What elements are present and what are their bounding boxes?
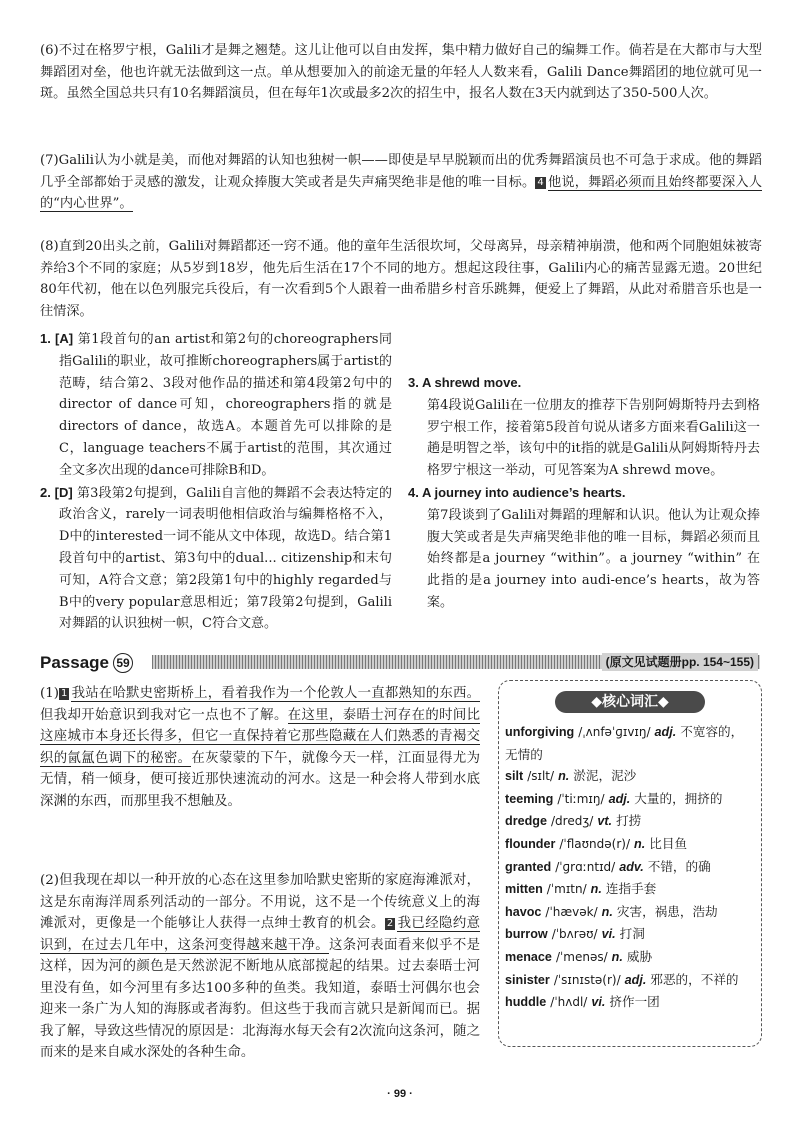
- paragraph-8: (8)直到20出头之前，Galili对舞蹈都还一窍不通。他的童年生活很坎坷，父母离异，母亲精神崩溃，他和两个同胞姐妹被寄养给3个不同的家庭；从5岁到18岁，他先后生活在17个不同的地方。想起这段往事，Galili内心的痛苦显露无遗。20世纪80年代初，他在以色列服完兵役后，有一次看到5个人跟着一曲希腊乡村音乐跳舞，便爱上了舞蹈，从此对希腊音乐也是一往情深。: [40, 239, 762, 319]
- vocab-pronunciation: /ˈmenəs/: [555, 949, 608, 964]
- vocab-definition: 大量的，拥挤的: [634, 790, 723, 806]
- vocab-part-of-speech: adv.: [619, 859, 644, 874]
- vocab-pronunciation: /dredʒ/: [551, 814, 594, 829]
- vocab-pronunciation: /ˈhʌdl/: [550, 995, 588, 1010]
- vocabulary-box: [498, 680, 762, 1047]
- answer-3-head: 3. A shrewd move.: [408, 375, 522, 390]
- vocab-pronunciation: /ˌʌnfəˈɡɪvɪŋ/: [578, 725, 651, 739]
- vocab-definition: 打捞: [616, 813, 642, 829]
- vocab-pronunciation: /ˈhævək/: [545, 904, 598, 919]
- vocab-definition: 打洞: [619, 926, 645, 942]
- answer-1-head: 1. [A]: [40, 331, 74, 346]
- vocab-word: huddle: [505, 995, 547, 1010]
- vocab-definition: 威胁: [626, 948, 653, 964]
- vocab-word: dredge: [505, 814, 547, 829]
- vocab-item: [505, 810, 753, 833]
- answer-2: [40, 482, 392, 636]
- vocab-part-of-speech: adj.: [624, 972, 647, 987]
- vocab-definition: 挤作一团: [609, 994, 660, 1010]
- paragraph-7: [40, 150, 762, 215]
- vocab-definition: 邪恶的，不祥的: [650, 971, 739, 987]
- vocab-word: burrow: [505, 927, 548, 942]
- vocab-part-of-speech: vi.: [591, 995, 606, 1010]
- vocab-pronunciation: /ˈflaʊndə(r)/: [559, 836, 631, 851]
- vocab-part-of-speech: vi.: [601, 927, 616, 942]
- vocab-pronunciation: /ˈbʌrəʊ/: [551, 927, 598, 942]
- underlined-sentence: 他说，舞蹈必须而且始终都要深入人的“内心世界”。: [40, 174, 763, 211]
- vocab-word: granted: [505, 859, 552, 874]
- passage-header: [40, 651, 760, 675]
- answer-2-head: 2. [D]: [40, 484, 73, 500]
- vocabulary-title: ◆核心词汇◆: [555, 691, 705, 713]
- vocab-item: [505, 969, 753, 992]
- vocab-part-of-speech: adj.: [608, 791, 631, 806]
- answer-3: [408, 372, 760, 395]
- vocab-part-of-speech: n.: [558, 769, 570, 784]
- vocab-word: silt: [505, 769, 524, 784]
- answer-4-text: 第7段谈到了Galili对舞蹈的理解和认识。他认为让观众捧腹大笑或者是失声痛哭绝非他的唯一目标，舞蹈必须而且始终都是a journey “within”。a journey “within” 在此指的是a journey into audi-ence’s hearts，故为答案。: [427, 507, 760, 610]
- vocab-definition: 比目鱼: [649, 835, 688, 851]
- vocab-item: [505, 901, 753, 924]
- answer-1: [40, 328, 392, 482]
- vocab-word: menace: [505, 949, 552, 964]
- vocab-part-of-speech: n.: [601, 904, 613, 919]
- source-reference: (原文见试题册pp. 154~155): [602, 653, 758, 671]
- vocab-word: teeming: [505, 791, 554, 806]
- vocab-word: unforgiving: [505, 725, 575, 739]
- vocab-pronunciation: /ˈmɪtn/: [546, 882, 587, 897]
- vocab-part-of-speech: n.: [611, 949, 623, 964]
- vocab-item: [505, 788, 753, 811]
- vocab-item: [505, 765, 753, 788]
- vocab-item: [505, 721, 753, 765]
- vocabulary-list: [499, 721, 761, 1014]
- paragraph-6: (6)不过在格罗宁根，Galili才是舞之翘楚。这儿让他可以自由发挥，集中精力做好自己的编舞工作。倘若是在大都市与大型舞蹈团对垒，他也许就无法做到这一点。单从想要加入的前途无量的年轻人人数来看，Galili Dance舞蹈团的地位就可见一斑。虽然全国总共只有10名舞蹈演员，但在每年1次或最多2次的招生中，报名人数在3天内就到达了350-500人次。: [40, 43, 762, 101]
- question-tag: 2: [386, 918, 394, 929]
- vocab-pronunciation: /ˈsɪnɪstə(r)/: [553, 972, 621, 987]
- vocab-part-of-speech: n.: [634, 836, 646, 851]
- underlined-sentence: 我已经隐约意识到，在过去几年中，这条河变得越来越干净。: [40, 916, 481, 953]
- question-tag: 4: [537, 176, 544, 188]
- vocab-definition: 连指手套: [605, 881, 657, 897]
- vocab-part-of-speech: n.: [590, 882, 602, 897]
- answer-4: [408, 482, 760, 505]
- vocab-pronunciation: /ˈɡrɑːntɪd/: [555, 859, 616, 874]
- passage-number: 59: [113, 653, 133, 673]
- passage-title: Passage 59: [40, 651, 133, 675]
- answer-2-text: 第3段第2句提到，Galili自言他的舞蹈不会表达特定的政治含义，rarely一词表明他相信政治与编舞格格不入，D中的interested一词不能从文中体现，故选D。结合第1段首句中的artist、第3句中的dual... citizenship和末句可知，A符合文意；第2段第1句中的highly regarded与B中的very popular意思相近；第7段第2句提到，Galili对舞蹈的认识独树一帜，C符合文意。: [59, 485, 392, 632]
- answer-3-text: 第4段说Galili在一位朋友的推荐下告别阿姆斯特丹去到格罗宁根工作，接着第5段首句说从诸多方面来看Galili这一趟是明智之举，该句中的it指的就是Galili从阿姆斯特丹去格罗宁根这一举动，可见答案为A shrewd move。: [427, 397, 760, 479]
- answers-right-column: [408, 328, 760, 614]
- vocab-part-of-speech: adj.: [654, 725, 677, 739]
- vocab-item: [505, 991, 753, 1014]
- vocab-word: flounder: [505, 836, 556, 851]
- vocab-definition: 灾害，祸患，浩劫: [616, 903, 718, 919]
- vocab-item: [505, 923, 753, 946]
- question-tag: 1: [60, 688, 68, 699]
- vocab-pronunciation: /ˈtiːmɪŋ/: [557, 791, 605, 806]
- vocab-pronunciation: /sɪlt/: [527, 769, 555, 784]
- passage-59-paragraph-2: (2)但我现在却以一种开放的心态在这里参加哈默史密斯的家庭海滩派对，这是东南海洋周系列活动的一部分。不用说，这不是一个传统意义上的海滩派对，更像是一个能够让人获得一点绅士教育的机会。 2 我已经隐约意识到，在过去几年中，这条河变得越来越干净。这条河表面看来似乎不是这样，因为河的颜色是天然淤泥不断地从底部搅起的结果。过去泰晤士河里没有鱼，如今河里有多达100多种的鱼类。我知道，泰晤士河偶尔也会迎来一条广为人知的海豚或者海豹。但这些于我而言就只是新闻而已。据我了解，导致这些情况的原因是：北海海水每天会有2次流向这条河，随之而来的是来自咸水深处的各种生命。: [40, 873, 481, 1060]
- vocab-word: mitten: [505, 882, 543, 897]
- vocab-item: [505, 946, 753, 969]
- vocab-definition: 不宽容的，无情的: [505, 724, 744, 762]
- vocab-definition: 不错，的确: [647, 858, 711, 874]
- paragraph-7-text: (7)Galili认为小就是美，而他对舞蹈的认知也独树一帜——即使是早早脱颖而出的优秀舞蹈演员也不可急于求成。他的舞蹈几乎全部都始于灵感的激发，让观众捧腹大笑或者是失声痛哭绝非是他的唯一目标。: [40, 153, 762, 190]
- vocab-item: [505, 856, 753, 879]
- answers-left-column: [40, 328, 392, 635]
- vocab-item: [505, 878, 753, 901]
- passage-59-paragraph-1: (1) 1 我站在哈默史密斯桥上，看着我作为一个伦敦人一直都熟知的东西。但我却开始意识到我对它一点也不了解。在这里，泰晤士河存在的时间比这座城市本身还长得多，但它一直保持着它那些隐藏在人们熟悉的青褐交织的氤氲色调下的秘密。在灰蒙蒙的下午，就像今天一样，江面显得尤为无情，稍一倾身，便可接近那快速流动的河水。这是一种会将人带到水底深渊的东西，而那里我不想触及。: [40, 686, 481, 809]
- answer-1-text: 第1段首句的an artist和第2句的choreographers同指Galili的职业，故可推断choreographers属于artist的范畴，结合第2、3段对他作品的描述和第4段第2句中的director of dance可知，choreographers指的就是directors of dance，故选A。本题首先可以排除的是C，language teachers不属于artist的范围，其次通过全文多次出现的dance可排除B和D。: [59, 332, 393, 478]
- vocab-word: havoc: [505, 904, 542, 919]
- vocab-item: [505, 833, 753, 856]
- page-number: · 99 ·: [387, 1088, 413, 1100]
- vocab-part-of-speech: vt.: [597, 814, 613, 829]
- vocab-definition: 淤泥，泥沙: [573, 768, 637, 784]
- vocab-word: sinister: [505, 972, 550, 987]
- answer-4-head: 4. A journey into audience’s hearts.: [408, 484, 626, 500]
